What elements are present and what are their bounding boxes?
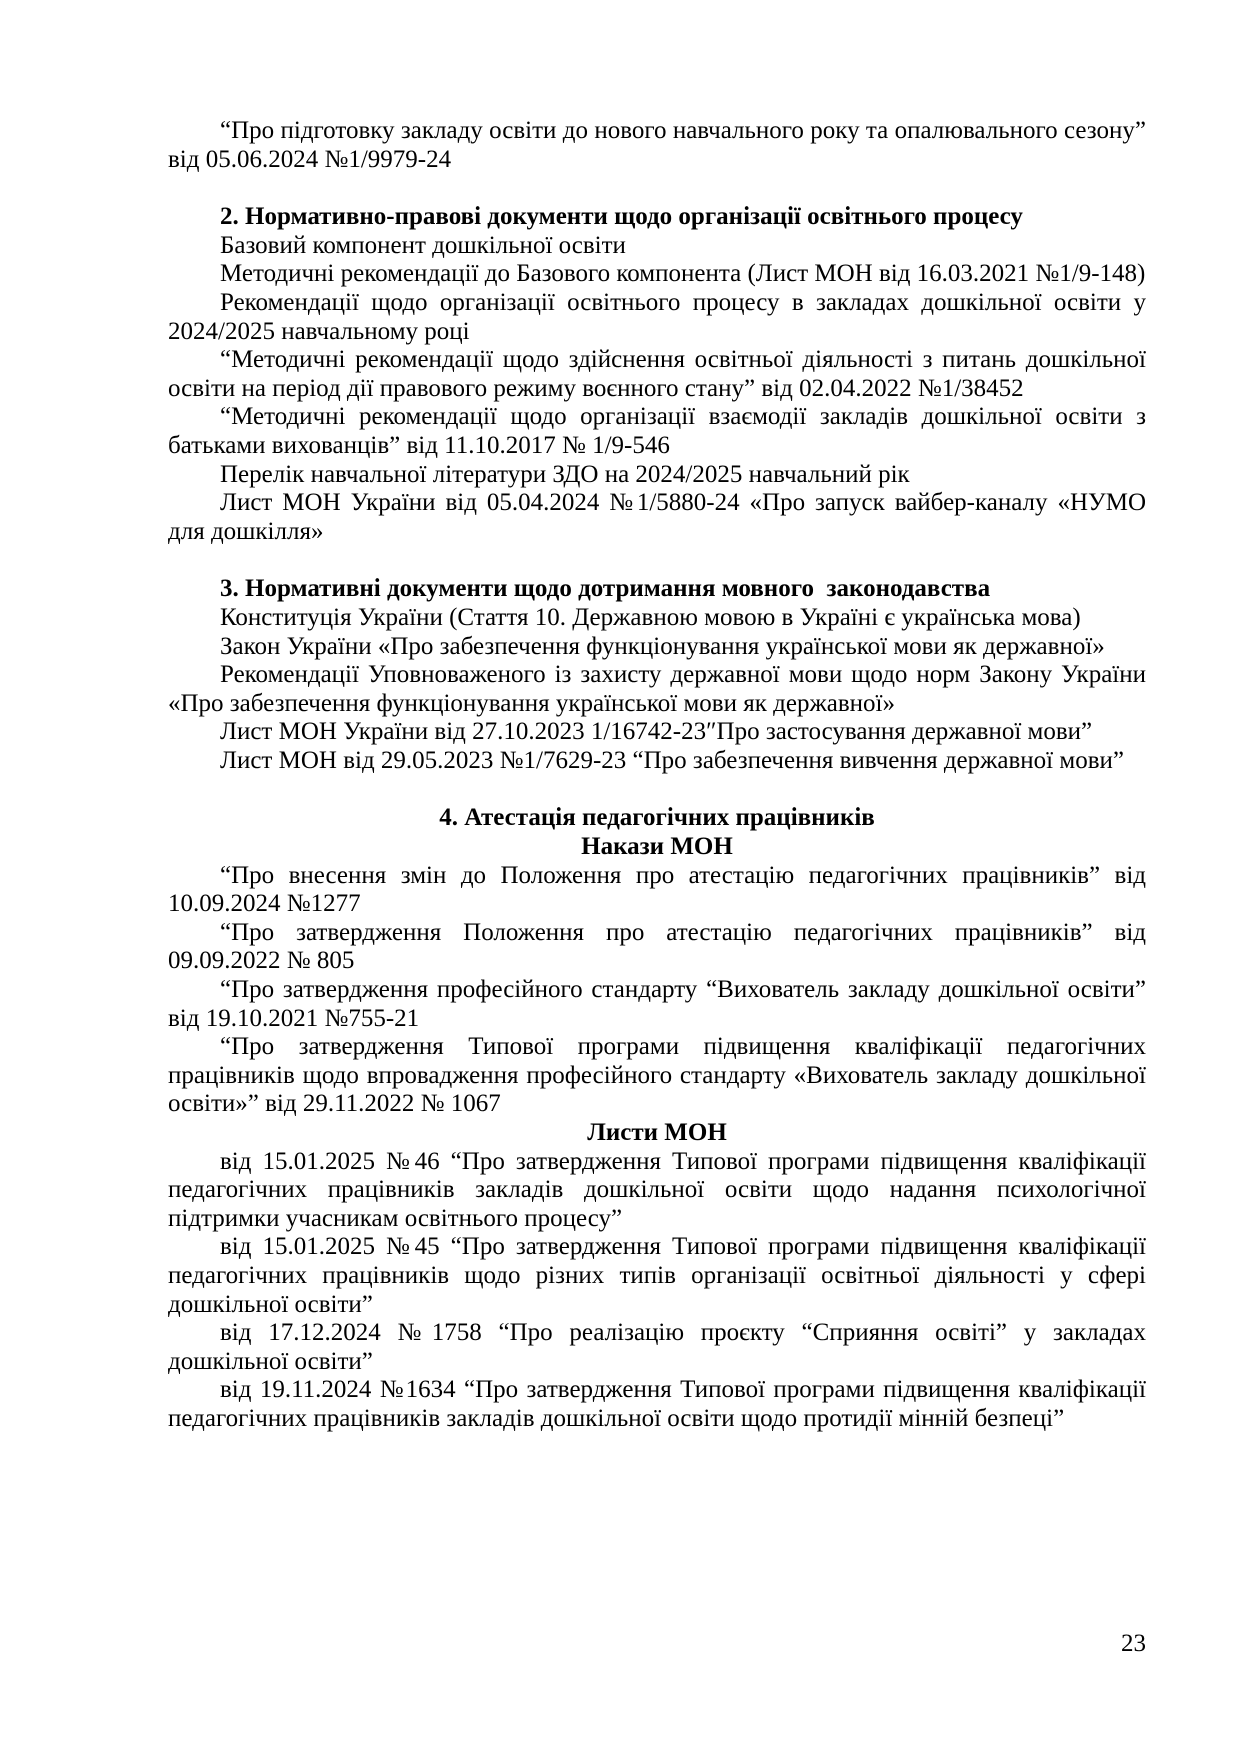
section-heading: Накази МОН: [581, 833, 733, 861]
paragraph: “Про затвердження професійного стандарту “Вихователь закладу дошкільної освіти” від 19.10.2021 №755-21: [168, 976, 1146, 1032]
paragraph: Лист МОН України від 27.10.2023 1/16742-23″Про застосування державної мови”: [220, 718, 1093, 746]
page-number: 23: [1121, 1630, 1146, 1657]
paragraph: Лист МОН України від 05.04.2024 №1/5880-24 «Про запуск вайбер-каналу «НУМО для дошкілля»: [168, 489, 1146, 545]
paragraph: “Методичні рекомендації щодо здійснення освітньої діяльності з питань дошкільної освіти на період дії правового режиму воєнного стану” від 02.04.2022 №1/38452: [168, 346, 1146, 402]
paragraph: від 19.11.2024 №1634 “Про затвердження Типової програми підвищення кваліфікації педагогічних працівників закладів дошкільної освіти щодо протидії мінній безпеці”: [168, 1376, 1146, 1432]
paragraph: Перелік навчальної літератури ЗДО на 2024/2025 навчальний рік: [220, 460, 910, 488]
paragraph: Рекомендації щодо організації освітнього процесу в закладах дошкільної освіти у 2024/2025 навчальному році: [168, 288, 1146, 345]
paragraph: Конституція України (Стаття 10. Державною мовою в Україні є українська мова): [220, 603, 1081, 631]
paragraph: Базовий компонент дошкільної освіти: [220, 231, 626, 259]
paragraph: Лист МОН від 29.05.2023 №1/7629-23 “Про забезпечення вивчення державної мови”: [220, 746, 1124, 774]
paragraph: “Про затвердження Типової програми підвищення кваліфікації педагогічних працівників щодо впровадження професійного стандарту «Вихователь закладу дошкільної освіти»” від 29.11.2022 № 1067: [168, 1033, 1146, 1118]
paragraph: від 17.12.2024 №1758 “Про реалізацію проєкту “Сприяння освіті” у закладах дошкільної освіти”: [168, 1319, 1146, 1375]
document-body: [168, 117, 1146, 1434]
section-heading: 4. Атестація педагогічних працівників: [439, 804, 875, 832]
paragraph: Методичні рекомендації до Базового компонента (Лист МОН від 16.03.2021 №1/9-148): [220, 260, 1146, 288]
section-heading: 2. Нормативно-правові документи щодо організації освітнього процесу: [220, 203, 1023, 231]
paragraph: “Про підготовку закладу освіти до нового навчального року та опалювального сезону” від 05.06.2024 №1/9979-24: [168, 117, 1146, 173]
paragraph: від 15.01.2025 №46 “Про затвердження Типової програми підвищення кваліфікації педагогічних працівників закладів дошкільної освіти щодо надання психологічної підтримки учасникам освітнього процесу”: [168, 1147, 1146, 1232]
paragraph: Закон України «Про забезпечення функціонування української мови як державної»: [220, 632, 1105, 660]
paragraph: “Про затвердження Положення про атестацію педагогічних працівників” від 09.09.2022 № 805: [168, 918, 1146, 975]
paragraph: “Методичні рекомендації щодо організації взаємодії закладів дошкільної освіти з батьками вихованців” від 11.10.2017 № 1/9-546: [168, 403, 1146, 459]
paragraph: Рекомендації Уповноваженого із захисту державної мови щодо норм Закону України «Про забезпечення функціонування української мови як державної»: [168, 661, 1146, 717]
paragraph: від 15.01.2025 №45 “Про затвердження Типової програми підвищення кваліфікації педагогічних працівників щодо різних типів організації освітньої діяльності у сфері дошкільної освіти”: [168, 1233, 1146, 1318]
section-heading: Листи МОН: [587, 1119, 727, 1146]
paragraph: “Про внесення змін до Положення про атестацію педагогічних працівників” від 10.09.2024 №1277: [168, 861, 1146, 918]
section-heading: 3. Нормативні документи щодо дотримання мовного законодавства: [220, 575, 991, 603]
